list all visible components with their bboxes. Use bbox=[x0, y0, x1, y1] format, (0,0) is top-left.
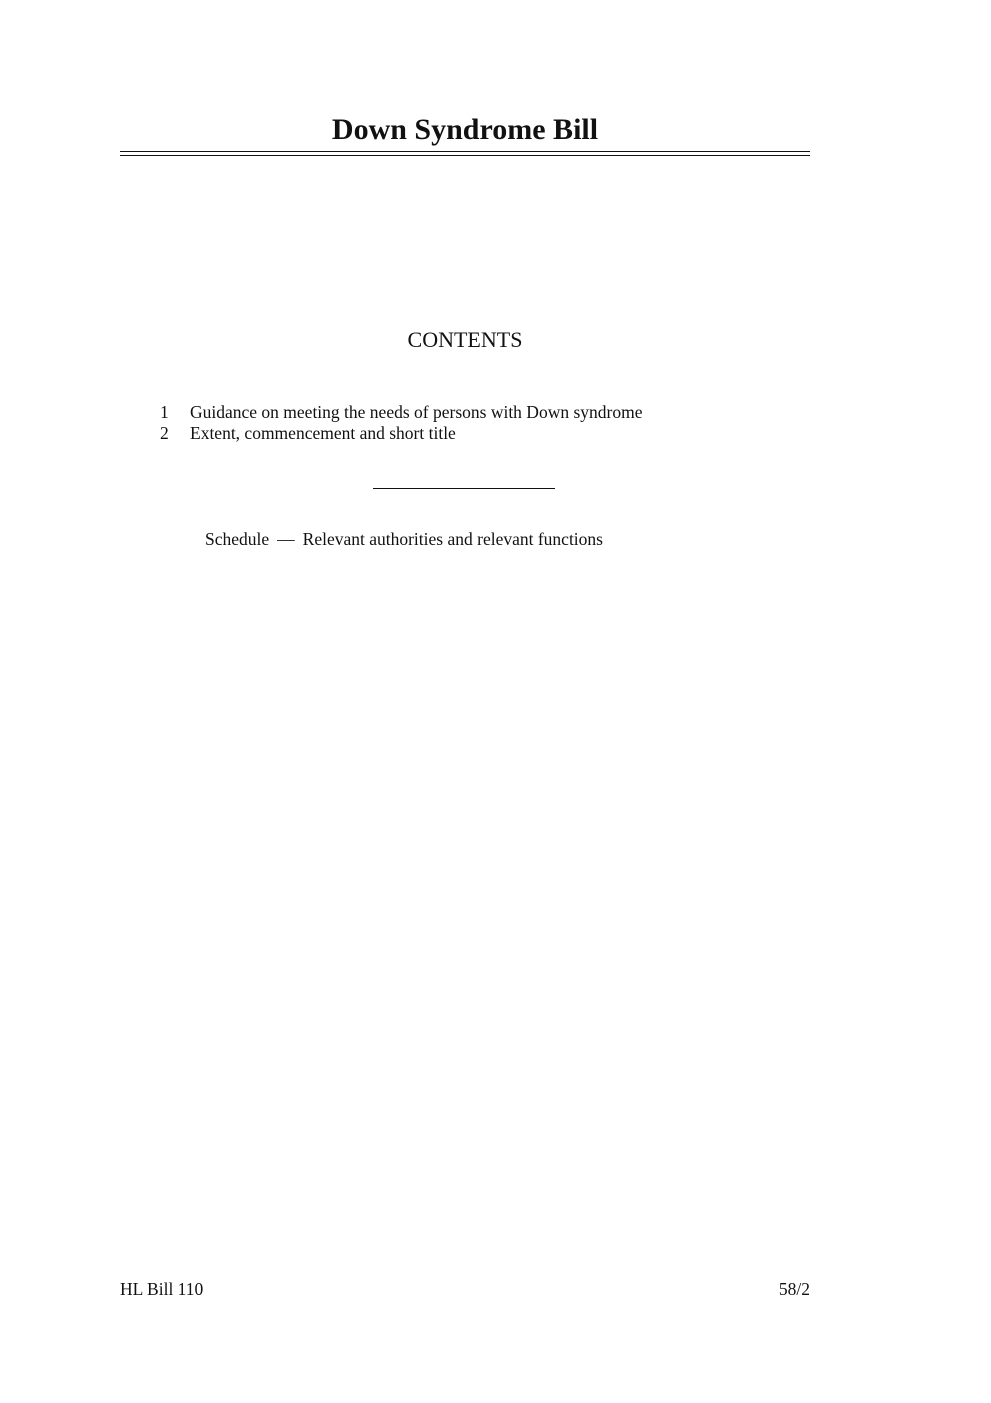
toc-entry-2[interactable] bbox=[160, 423, 642, 444]
toc-entry-number: 2 bbox=[160, 423, 169, 443]
schedule-entry[interactable] bbox=[205, 528, 603, 550]
schedule-dash: — bbox=[277, 529, 295, 549]
schedule-text: Relevant authorities and relevant functions bbox=[302, 529, 603, 549]
toc-entry-1[interactable] bbox=[160, 402, 642, 423]
session-reference: 58/2 bbox=[778, 1279, 810, 1299]
contents-heading: CONTENTS bbox=[407, 327, 523, 352]
toc-entry-text: Extent, commencement and short title bbox=[190, 423, 456, 443]
toc-entry-number: 1 bbox=[160, 402, 169, 422]
title-rule-lower bbox=[120, 155, 810, 156]
toc-entry-text: Guidance on meeting the needs of persons with Down syndrome bbox=[190, 402, 643, 422]
bill-reference: HL Bill 110 bbox=[120, 1279, 204, 1299]
section-divider bbox=[373, 488, 555, 489]
table-of-contents bbox=[160, 402, 642, 444]
title-rule-upper bbox=[120, 151, 810, 152]
schedule-label: Schedule bbox=[205, 529, 270, 549]
bill-title: Down Syndrome Bill bbox=[331, 113, 599, 146]
